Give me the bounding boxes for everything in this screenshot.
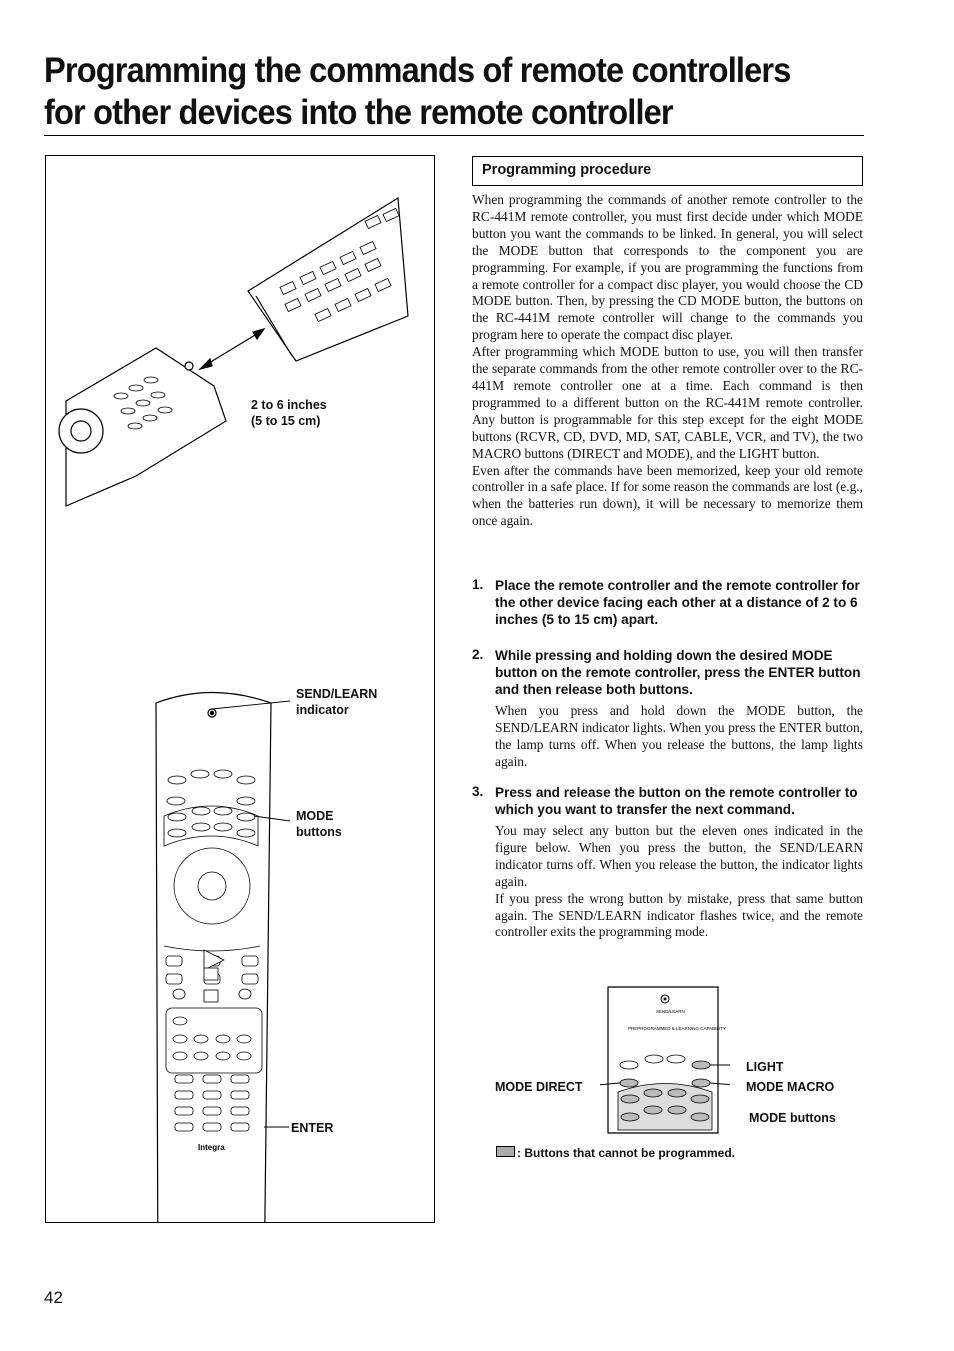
enter-label: ENTER [291, 1121, 334, 1135]
remote-top-illustration [600, 985, 730, 1135]
mode-buttons-label-2: MODE buttons [749, 1111, 836, 1125]
intro-paragraph-3: Even after the commands have been memorized, keep your old remote controller in a safe place. If for some reason the commands are lost (e.g., when the batteries run down), it will be necessary to memorize them once again. [472, 462, 863, 529]
mode-macro-label: MODE MACRO [746, 1080, 835, 1094]
distance-arrow [200, 329, 264, 369]
svg-text:Integra: Integra [198, 1143, 225, 1152]
rc441m-angled-illustration [59, 348, 226, 506]
step-2-text: When you press and hold down the MODE button, the SEND/LEARN indicator lights. When you press the ENTER button, the lamp turns off. When you release the buttons, the lamp lights again. [495, 703, 863, 769]
step-3-text [495, 823, 863, 941]
step-3-text-2: If you press the wrong button by mistake, press that same button again. The SEND/LEARN indicator flashes twice, and the remote controller exits the programming mode. [495, 890, 863, 940]
mode-buttons-label: MODE buttons [296, 809, 342, 839]
page-number: 42 [44, 1288, 63, 1307]
intro-text [472, 192, 863, 530]
title-line-2: for other devices into the remote controller [44, 93, 673, 132]
legend-swatch [496, 1146, 515, 1157]
step-3-heading: Press and release the button on the remote controller to which you want to transfer the next command. [495, 785, 858, 818]
other-remote-illustration [248, 198, 408, 361]
rc441m-front-illustration [156, 693, 290, 1223]
distance-label: 2 to 6 inches (5 to 15 cm) [251, 398, 327, 428]
step-1-number: 1. [472, 577, 484, 592]
step-1-heading: Place the remote controller and the remote controller for the other device facing each other at a distance of 2 to 6 inches (5 to 15 cm) apart. [495, 578, 860, 628]
section-heading: Programming procedure [472, 156, 863, 186]
mode-direct-label: MODE DIRECT [495, 1080, 583, 1094]
step-2-number: 2. [472, 647, 484, 662]
step-2-heading: While pressing and holding down the desired MODE button on the remote controller, press the ENTER button and then release both buttons. [495, 648, 861, 698]
step-3-text-1: You may select any button but the eleven ones indicated in the figure below. When you press the button, the SEND/LEARN indicator turns off. When you release the button, the indicator lights again. [495, 823, 863, 889]
title-rule [44, 135, 864, 136]
legend-text: : Buttons that cannot be programmed. [517, 1146, 736, 1160]
intro-paragraph-2: After programming which MODE button to use, you will then transfer the separate commands from the other remote controller over to the RC-441M remote controller one at a time. Each command is then programmed to a different button on the RC-441M remote controller. Any button is programmable for this step except for the eight MODE buttons (RCVR, CD, DVD, MD, SAT, CABLE, VCR, and TV), the two MACRO buttons (DIRECT and MODE), and the LIGHT button. [472, 344, 863, 461]
svg-text:SEND/LEARN: SEND/LEARN [656, 1009, 685, 1014]
svg-text:PREPROGRAMMED & LEARNING CAPAB: PREPROGRAMMED & LEARNING CAPABILITY [628, 1026, 726, 1031]
light-label: LIGHT [746, 1060, 784, 1074]
intro-paragraph-1: When programming the commands of another remote controller to the RC-441M remote controller, you must first decide under which MODE button you want the commands to be linked. In general, you will select the MODE button that corresponds to the component you are programming. For example, if you are programming the functions from a remote controller for a compact disc player, you would choose the CD MODE button. Then, by pressing the CD MODE button, the buttons on the RC-441M remote controller will change to the commands you program here to operate the compact disc player. [472, 192, 863, 343]
title-line-1: Programming the commands of remote controllers [44, 51, 791, 90]
page-title [44, 50, 807, 134]
step-3-number: 3. [472, 784, 484, 799]
send-learn-label: SEND/LEARN indicator [296, 687, 378, 717]
